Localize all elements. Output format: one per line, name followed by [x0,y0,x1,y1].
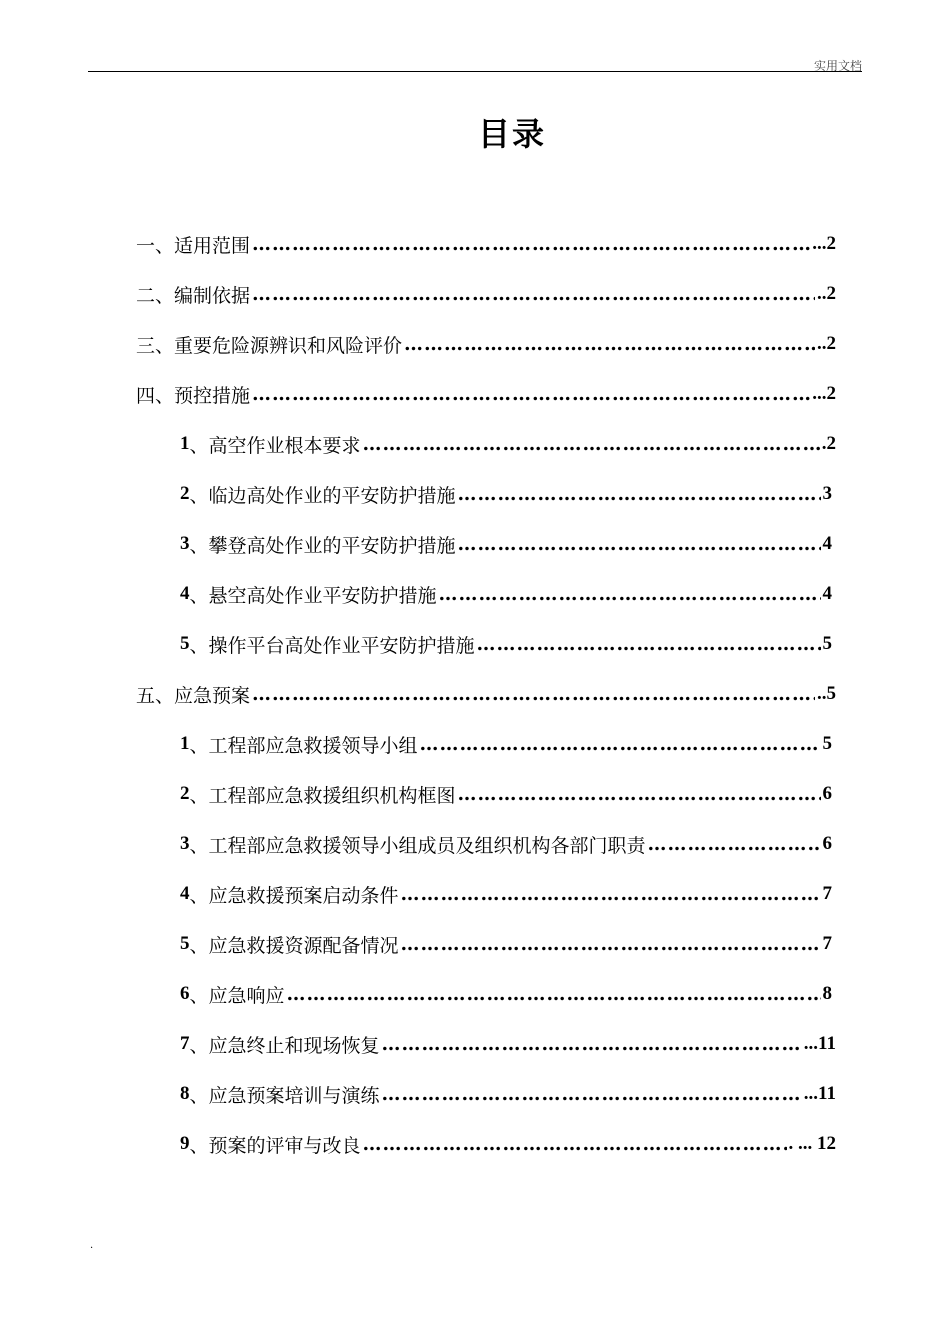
toc-entry-number: 1 [180,433,190,454]
toc-dot-leader [404,333,815,355]
toc-entry-page: 5 [822,633,832,654]
toc-entry[interactable] [136,224,836,264]
toc-entry-label: 、工程部应急救援领导小组成员及组织机构各部门职责 [189,834,646,857]
toc-entry[interactable] [180,424,836,464]
toc-entry-page: .2 [821,433,836,454]
header-rule [88,71,862,72]
toc-entry[interactable] [180,524,832,564]
toc-entry-label: 、悬空高处作业平安防护措施 [189,584,437,607]
toc-entry[interactable] [180,924,832,964]
toc-entry-page: 8 [822,983,832,1004]
toc-entry[interactable] [180,824,832,864]
toc-entry[interactable] [180,474,832,514]
footer-mark: . [90,1240,94,1251]
toc-dot-leader [477,633,821,655]
toc-entry-number: 5 [180,933,190,954]
toc-entry-label: 四、预控措施 [136,384,251,407]
toc-dot-leader [252,283,815,305]
toc-entry[interactable] [180,724,832,764]
toc-entry[interactable] [136,324,836,364]
toc-dot-leader [252,233,810,255]
toc-entry[interactable] [136,274,836,314]
toc-entry-label: 、攀登高处作业的平安防护措施 [189,534,456,557]
toc-entry-label: 二、编制依据 [136,284,251,307]
toc-entry-number: 5 [180,633,190,654]
toc-entry-page: 4 [822,583,832,604]
toc-entry-number: 4 [180,883,190,904]
toc-entry-page: ...2 [812,383,836,404]
toc-entry-number: 1 [180,733,190,754]
toc-entry-number: 2 [180,783,190,804]
toc-entry[interactable] [180,1074,836,1114]
toc-entry-page: ...2 [812,233,836,254]
toc-entry-label: 、临边高处作业的平安防护措施 [189,484,456,507]
toc-entry-page: ..2 [817,283,836,304]
toc-entry-label: 、工程部应急救援领导小组 [189,734,418,757]
toc-dot-leader [382,1033,802,1055]
toc-entry[interactable] [180,1024,836,1064]
toc-dot-leader [401,933,821,955]
toc-dot-leader [363,1133,787,1155]
toc-entry[interactable] [180,624,832,664]
toc-dot-leader [252,683,815,705]
toc-entry-label: 一、适用范围 [136,234,251,257]
toc-entry-page: 5 [822,733,832,754]
toc-entry-page: ...11 [803,1033,836,1054]
toc-entry-number: 8 [180,1083,190,1104]
toc-dot-leader [252,383,810,405]
toc-entry[interactable] [180,874,832,914]
toc-entry-page: 7 [822,933,832,954]
toc-entry-number: 3 [180,533,190,554]
toc-entry-number: 3 [180,833,190,854]
toc-dot-leader [401,883,821,905]
toc-entry-page: 4 [822,533,832,554]
toc-entry-page: ..5 [817,683,836,704]
toc-entry[interactable] [180,1124,836,1164]
toc-entry-number: 4 [180,583,190,604]
toc-entry-page: 6 [822,833,832,854]
toc-entry-page: 3 [822,483,832,504]
toc-entry-number: 6 [180,983,190,1004]
toc-entry[interactable] [180,574,832,614]
toc-entry[interactable] [180,974,832,1014]
toc-dot-leader [458,483,821,505]
toc-entry-number: 9 [180,1133,190,1154]
toc-dot-leader [648,833,821,855]
toc-entry-page: . ... 12 [788,1133,836,1154]
toc-entry-number: 7 [180,1033,190,1054]
toc-entry[interactable] [136,374,836,414]
toc-dot-leader [439,583,821,605]
toc-entry-page: ...11 [803,1083,836,1104]
toc-dot-leader [458,783,821,805]
toc-entry-label: 、应急响应 [189,984,285,1007]
toc-entry-label: 、预案的评审与改良 [189,1134,361,1157]
toc-entry-page: ..2 [817,333,836,354]
toc-entry-page: 6 [822,783,832,804]
toc-entry-label: 、高空作业根本要求 [189,434,361,457]
toc-dot-leader [287,983,821,1005]
toc-entry-label: 、工程部应急救援组织机构框图 [189,784,456,807]
toc-entry-label: 、应急预案培训与演练 [189,1084,380,1107]
toc-dot-leader [420,733,821,755]
toc-entry[interactable] [180,774,832,814]
toc-entry[interactable] [136,674,836,714]
header-label: 实用文档 [813,59,862,73]
toc-entry-page: 7 [822,883,832,904]
toc-entry-label: 、应急救援预案启动条件 [189,884,399,907]
toc-entry-label: 、应急终止和现场恢复 [189,1034,380,1057]
toc-entry-label: 、应急救援资源配备情况 [189,934,399,957]
toc-entry-number: 2 [180,483,190,504]
toc-entry-label: 五、应急预案 [136,684,251,707]
page-title: 目录 [477,115,546,153]
toc-dot-leader [382,1083,802,1105]
toc-dot-leader [363,433,820,455]
toc-entry-label: 、操作平台高处作业平安防护措施 [189,634,475,657]
toc-entry-label: 三、重要危险源辨识和风险评价 [136,334,403,357]
toc-dot-leader [458,533,821,555]
